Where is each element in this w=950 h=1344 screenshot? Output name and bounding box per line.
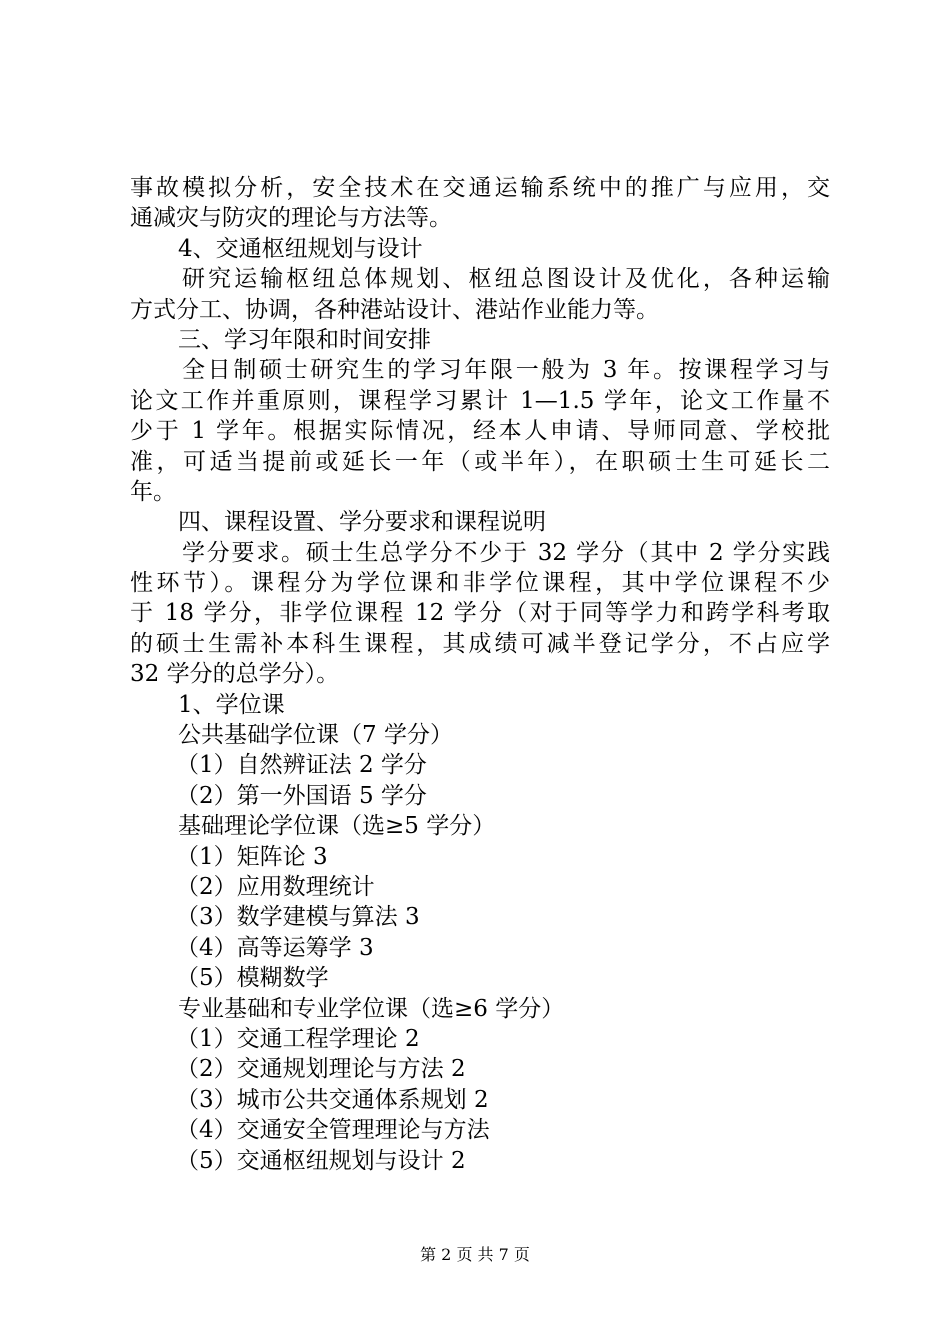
course-item: （1）自然辨证法 2 学分 [176,752,427,779]
paragraph-line: 学分要求。硕士生总学分不少于 32 学分（其中 2 学分实践 [182,539,830,566]
course-item: （2）应用数理统计 [176,873,375,900]
section-heading: 四、课程设置、学分要求和课程说明 [178,509,546,536]
paragraph-line: 通减灾与防灾的理论与方法等。 [130,205,452,232]
subsection-heading: 基础理论学位课（选≥5 学分） [178,813,496,840]
paragraph-line: 准，可适当提前或延长一年（或半年），在职硕士生可延长二 [130,448,830,475]
paragraph-line: 事故模拟分析，安全技术在交通运输系统中的推广与应用，交 [130,175,830,201]
course-item: （4）交通安全管理理论与方法 [176,1117,490,1144]
course-item: （4）高等运筹学 3 [176,934,374,961]
course-item: （3）数学建模与算法 3 [176,904,420,931]
paragraph-line: 论文工作并重原则，课程学习累计 1—1.5 学年，论文工作量不 [130,387,830,414]
course-item: （2）第一外国语 5 学分 [176,782,427,809]
paragraph-line: 方式分工、协调，各种港站设计、港站作业能力等。 [130,296,659,323]
course-item: （2）交通规划理论与方法 2 [176,1056,466,1083]
course-item: （3）城市公共交通体系规划 2 [176,1086,489,1113]
paragraph-line: 全日制硕士研究生的学习年限一般为 3 年。按课程学习与 [182,357,830,384]
paragraph-line: 性环节）。课程分为学位课和非学位课程，其中学位课程不少 [130,570,830,597]
course-item: （1）交通工程学理论 2 [176,1025,420,1052]
paragraph-line: 研究运输枢纽总体规划、枢纽总图设计及优化，各种运输 [182,266,830,293]
paragraph-line: 少于 1 学年。根据实际情况，经本人申请、导师同意、学校批 [130,418,830,445]
paragraph-line: 的硕士生需补本科生课程，其成绩可减半登记学分，不占应学 [130,630,830,657]
section-heading: 三、学习年限和时间安排 [178,326,431,353]
course-item: （5）模糊数学 [176,965,329,992]
course-item: （5）交通枢纽规划与设计 2 [176,1147,466,1174]
page-footer: 第 2 页 共 7 页 [420,1245,530,1264]
paragraph-line: 于 18 学分，非学位课程 12 学分（对于同等学力和跨学科考取 [130,600,830,627]
paragraph-line: 年。 [130,478,176,505]
page-body [130,173,830,1176]
section-heading: 1、学位课 [178,691,285,718]
section-heading: 4、交通枢纽规划与设计 [178,235,423,262]
paragraph-line: 32 学分的总学分）。 [130,661,340,688]
subsection-heading: 专业基础和专业学位课（选≥6 学分） [178,995,565,1022]
subsection-heading: 公共基础学位课（7 学分） [178,722,453,749]
course-item: （1）矩阵论 3 [176,843,328,870]
